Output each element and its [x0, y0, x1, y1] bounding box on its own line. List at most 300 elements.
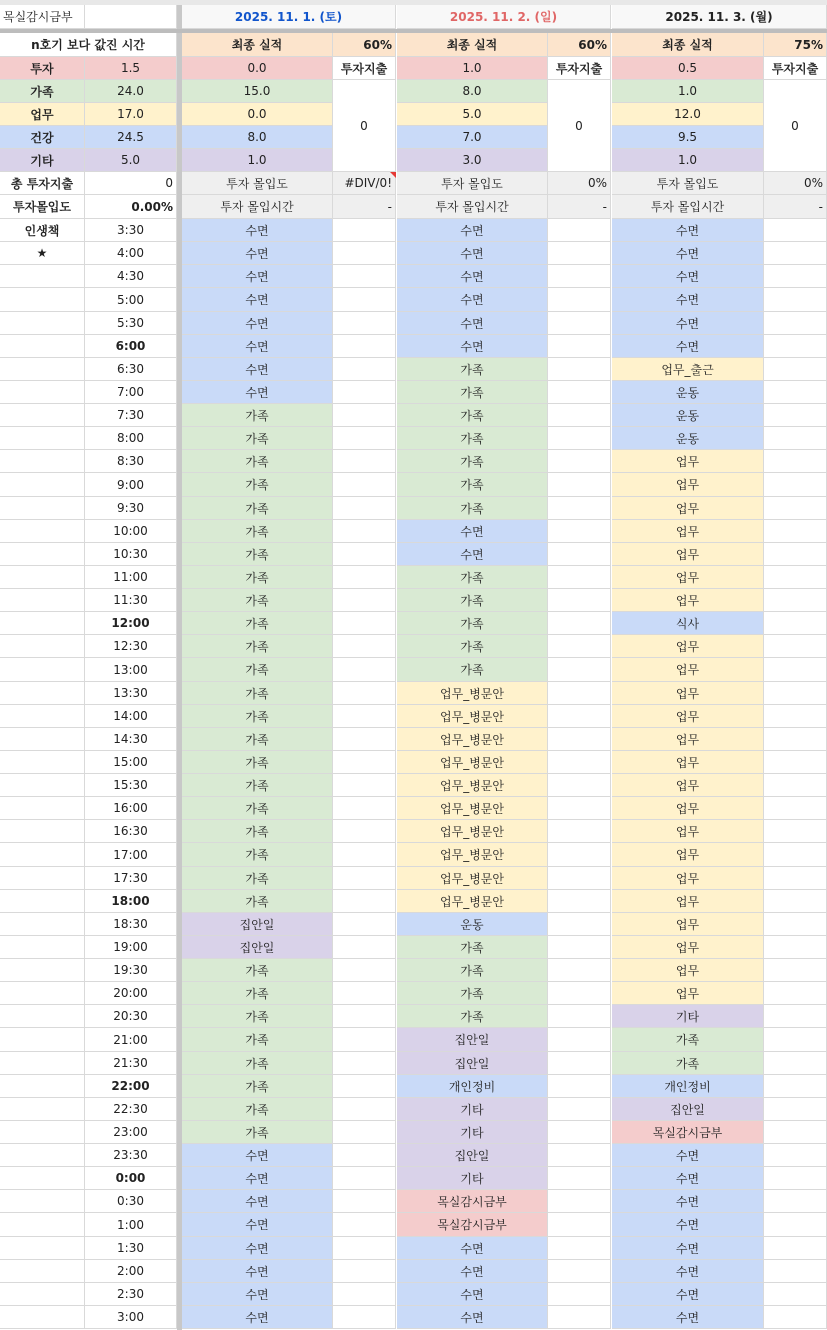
time-label[interactable]: 7:30 — [85, 404, 177, 427]
empty-cell[interactable] — [548, 312, 611, 335]
invest-spend-value[interactable]: 0 — [333, 80, 396, 172]
side-cell[interactable] — [0, 867, 85, 890]
day-focus-label[interactable]: 투자 몰입도 — [397, 172, 548, 195]
time-label[interactable]: 6:30 — [85, 358, 177, 381]
schedule-cell[interactable]: 개인정비 — [612, 1075, 764, 1098]
empty-cell[interactable] — [764, 913, 827, 936]
empty-cell[interactable] — [548, 450, 611, 473]
empty-cell[interactable] — [548, 381, 611, 404]
empty-cell[interactable] — [333, 427, 396, 450]
empty-cell[interactable] — [333, 1190, 396, 1213]
empty-cell[interactable] — [764, 1283, 827, 1306]
schedule-cell[interactable]: 수면 — [182, 1260, 333, 1283]
schedule-cell[interactable]: 업무 — [612, 589, 764, 612]
schedule-cell[interactable]: 업무 — [612, 982, 764, 1005]
empty-cell[interactable] — [764, 1167, 827, 1190]
schedule-cell[interactable]: 가족 — [182, 1121, 333, 1144]
schedule-cell[interactable]: 수면 — [397, 265, 548, 288]
schedule-cell[interactable]: 가족 — [182, 705, 333, 728]
category-value[interactable]: 24.0 — [85, 80, 177, 103]
date-header-1[interactable]: 2025. 11. 1. (토) — [182, 5, 396, 29]
empty-cell[interactable] — [333, 589, 396, 612]
empty-cell[interactable] — [548, 427, 611, 450]
empty-cell[interactable] — [764, 335, 827, 358]
schedule-cell[interactable]: 가족 — [182, 774, 333, 797]
schedule-cell[interactable]: 업무 — [612, 936, 764, 959]
schedule-cell[interactable]: 업무 — [612, 635, 764, 658]
schedule-cell[interactable]: 목실감시금부 — [397, 1190, 548, 1213]
date-header-2[interactable]: 2025. 11. 2. (일) — [397, 5, 611, 29]
day-focus-value[interactable]: 0% — [764, 172, 827, 195]
schedule-cell[interactable]: 수면 — [182, 1167, 333, 1190]
time-label[interactable]: 10:00 — [85, 520, 177, 543]
time-label[interactable]: 21:00 — [85, 1028, 177, 1052]
time-label[interactable]: 3:00 — [85, 1306, 177, 1329]
empty-cell[interactable] — [764, 312, 827, 335]
schedule-cell[interactable]: 가족 — [182, 566, 333, 589]
schedule-cell[interactable]: 가족 — [182, 658, 333, 682]
schedule-cell[interactable]: 가족 — [182, 1005, 333, 1028]
day-category-value[interactable]: 0.0 — [182, 103, 333, 126]
category-value[interactable]: 24.5 — [85, 126, 177, 149]
schedule-cell[interactable]: 집안일 — [182, 936, 333, 959]
schedule-cell[interactable]: 업무_병문안 — [397, 751, 548, 774]
schedule-cell[interactable]: 업무 — [612, 959, 764, 982]
empty-cell[interactable] — [548, 543, 611, 566]
empty-cell[interactable] — [333, 797, 396, 820]
empty-cell[interactable] — [764, 450, 827, 473]
side-cell[interactable] — [0, 1190, 85, 1213]
empty-cell[interactable] — [764, 404, 827, 427]
schedule-cell[interactable]: 업무 — [612, 774, 764, 797]
empty-cell[interactable] — [333, 982, 396, 1005]
schedule-cell[interactable]: 가족 — [182, 682, 333, 705]
empty-cell[interactable] — [764, 1306, 827, 1329]
empty-cell[interactable] — [764, 288, 827, 312]
side-cell[interactable] — [0, 1167, 85, 1190]
empty-cell[interactable] — [764, 936, 827, 959]
schedule-cell[interactable]: 가족 — [182, 843, 333, 867]
empty-cell[interactable] — [548, 1028, 611, 1052]
side-cell[interactable] — [0, 427, 85, 450]
final-result-pct[interactable]: 60% — [333, 33, 396, 57]
time-label[interactable]: 20:30 — [85, 1005, 177, 1028]
empty-cell[interactable] — [548, 682, 611, 705]
schedule-cell[interactable]: 업무 — [612, 843, 764, 867]
empty-cell[interactable] — [764, 728, 827, 751]
schedule-cell[interactable]: 업무 — [612, 890, 764, 913]
schedule-cell[interactable]: 업무 — [612, 797, 764, 820]
empty-cell[interactable] — [764, 820, 827, 843]
empty-cell[interactable] — [548, 288, 611, 312]
schedule-cell[interactable]: 가족 — [397, 566, 548, 589]
empty-cell[interactable] — [548, 797, 611, 820]
day-focus-time-value[interactable]: - — [333, 195, 396, 219]
schedule-cell[interactable]: 수면 — [612, 1190, 764, 1213]
schedule-cell[interactable]: 수면 — [182, 242, 333, 265]
empty-cell[interactable] — [548, 497, 611, 520]
empty-cell[interactable] — [548, 1260, 611, 1283]
empty-cell[interactable] — [764, 797, 827, 820]
time-label[interactable]: 16:00 — [85, 797, 177, 820]
schedule-cell[interactable]: 수면 — [182, 219, 333, 242]
schedule-cell[interactable]: 가족 — [182, 1075, 333, 1098]
empty-cell[interactable] — [764, 1213, 827, 1237]
empty-cell[interactable] — [764, 1260, 827, 1283]
schedule-cell[interactable]: 가족 — [397, 1005, 548, 1028]
schedule-cell[interactable]: 집안일 — [397, 1028, 548, 1052]
time-label[interactable]: 11:00 — [85, 566, 177, 589]
time-label[interactable]: 4:00 — [85, 242, 177, 265]
schedule-cell[interactable]: 업무_병문안 — [397, 705, 548, 728]
schedule-cell[interactable]: 가족 — [397, 427, 548, 450]
time-label[interactable]: 19:30 — [85, 959, 177, 982]
empty-cell[interactable] — [548, 473, 611, 497]
empty-cell[interactable] — [764, 497, 827, 520]
date-header-3[interactable]: 2025. 11. 3. (월) — [612, 5, 827, 29]
schedule-cell[interactable]: 수면 — [397, 543, 548, 566]
side-cell[interactable] — [0, 936, 85, 959]
schedule-cell[interactable]: 수면 — [612, 335, 764, 358]
final-result-pct[interactable]: 75% — [764, 33, 827, 57]
time-label[interactable]: 11:30 — [85, 589, 177, 612]
empty-cell[interactable] — [333, 936, 396, 959]
side-cell[interactable] — [0, 473, 85, 497]
time-label[interactable]: 21:30 — [85, 1052, 177, 1075]
empty-cell[interactable] — [548, 774, 611, 797]
schedule-cell[interactable]: 수면 — [182, 358, 333, 381]
time-label[interactable]: 7:00 — [85, 381, 177, 404]
empty-cell[interactable] — [333, 242, 396, 265]
final-result-pct[interactable]: 60% — [548, 33, 611, 57]
schedule-cell[interactable]: 가족 — [397, 381, 548, 404]
empty-cell[interactable] — [548, 404, 611, 427]
schedule-cell[interactable]: 가족 — [182, 612, 333, 635]
schedule-cell[interactable]: 가족 — [182, 1098, 333, 1121]
side-cell[interactable] — [0, 335, 85, 358]
empty-cell[interactable] — [548, 219, 611, 242]
empty-cell[interactable] — [333, 520, 396, 543]
empty-cell[interactable] — [333, 450, 396, 473]
empty-cell[interactable] — [764, 1190, 827, 1213]
time-label[interactable]: 12:00 — [85, 612, 177, 635]
empty-cell[interactable] — [548, 1213, 611, 1237]
empty-cell[interactable] — [548, 265, 611, 288]
empty-cell[interactable] — [764, 219, 827, 242]
empty-cell[interactable] — [548, 635, 611, 658]
empty-cell[interactable] — [548, 1283, 611, 1306]
empty-cell[interactable] — [333, 381, 396, 404]
time-label[interactable]: 5:30 — [85, 312, 177, 335]
empty-cell[interactable] — [333, 497, 396, 520]
schedule-cell[interactable]: 가족 — [182, 473, 333, 497]
schedule-cell[interactable]: 운동 — [612, 404, 764, 427]
empty-cell[interactable] — [548, 1144, 611, 1167]
total-invest-value[interactable]: 0 — [85, 172, 177, 195]
schedule-cell[interactable]: 가족 — [612, 1052, 764, 1075]
empty-cell[interactable] — [333, 682, 396, 705]
day-category-value[interactable]: 12.0 — [612, 103, 764, 126]
schedule-cell[interactable]: 집안일 — [612, 1098, 764, 1121]
empty-cell[interactable] — [548, 589, 611, 612]
schedule-cell[interactable]: 수면 — [397, 242, 548, 265]
schedule-cell[interactable]: 기타 — [397, 1167, 548, 1190]
side-cell[interactable] — [0, 612, 85, 635]
schedule-cell[interactable]: 업무_병문안 — [397, 890, 548, 913]
empty-cell[interactable] — [333, 1052, 396, 1075]
category-label[interactable]: 건강 — [0, 126, 85, 149]
empty-cell[interactable] — [764, 890, 827, 913]
empty-cell[interactable] — [85, 5, 177, 29]
empty-cell[interactable] — [764, 705, 827, 728]
side-cell[interactable] — [0, 751, 85, 774]
empty-cell[interactable] — [333, 1167, 396, 1190]
schedule-cell[interactable]: 업무 — [612, 682, 764, 705]
day-focus-label[interactable]: 투자 몰입도 — [182, 172, 333, 195]
schedule-cell[interactable]: 수면 — [182, 1283, 333, 1306]
schedule-cell[interactable]: 업무 — [612, 497, 764, 520]
schedule-cell[interactable]: 가족 — [182, 1052, 333, 1075]
schedule-cell[interactable]: 수면 — [182, 1144, 333, 1167]
category-value[interactable]: 17.0 — [85, 103, 177, 126]
schedule-cell[interactable]: 업무_병문안 — [397, 867, 548, 890]
schedule-cell[interactable]: 수면 — [612, 219, 764, 242]
time-label[interactable]: 22:30 — [85, 1098, 177, 1121]
schedule-cell[interactable]: 목실감시금부 — [612, 1121, 764, 1144]
schedule-cell[interactable]: 가족 — [182, 751, 333, 774]
schedule-cell[interactable]: 가족 — [182, 427, 333, 450]
schedule-cell[interactable]: 수면 — [397, 1283, 548, 1306]
side-cell[interactable] — [0, 589, 85, 612]
empty-cell[interactable] — [548, 982, 611, 1005]
side-cell[interactable] — [0, 1005, 85, 1028]
empty-cell[interactable] — [548, 612, 611, 635]
empty-cell[interactable] — [333, 1005, 396, 1028]
schedule-cell[interactable]: 수면 — [397, 520, 548, 543]
schedule-cell[interactable]: 가족 — [182, 520, 333, 543]
schedule-cell[interactable]: 가족 — [397, 497, 548, 520]
empty-cell[interactable] — [548, 1098, 611, 1121]
invest-spend-value[interactable]: 0 — [548, 80, 611, 172]
schedule-cell[interactable]: 업무 — [612, 751, 764, 774]
schedule-cell[interactable]: 수면 — [182, 312, 333, 335]
invest-spend-label[interactable]: 투자지출 — [333, 57, 396, 80]
empty-cell[interactable] — [548, 1121, 611, 1144]
empty-cell[interactable] — [333, 1121, 396, 1144]
schedule-cell[interactable]: 가족 — [397, 404, 548, 427]
empty-cell[interactable] — [548, 1005, 611, 1028]
side-cell[interactable] — [0, 982, 85, 1005]
schedule-cell[interactable]: 수면 — [397, 219, 548, 242]
category-label[interactable]: 가족 — [0, 80, 85, 103]
schedule-cell[interactable]: 가족 — [182, 820, 333, 843]
time-label[interactable]: 13:00 — [85, 658, 177, 682]
time-label[interactable]: 3:30 — [85, 219, 177, 242]
day-focus-time-label[interactable]: 투자 몰입시간 — [397, 195, 548, 219]
schedule-cell[interactable]: 가족 — [397, 982, 548, 1005]
day-focus-label[interactable]: 투자 몰입도 — [612, 172, 764, 195]
day-category-value[interactable]: 7.0 — [397, 126, 548, 149]
time-label[interactable]: 2:00 — [85, 1260, 177, 1283]
empty-cell[interactable] — [548, 728, 611, 751]
empty-cell[interactable] — [764, 658, 827, 682]
time-label[interactable]: 1:30 — [85, 1237, 177, 1260]
empty-cell[interactable] — [333, 1213, 396, 1237]
empty-cell[interactable] — [548, 1052, 611, 1075]
invest-spend-value[interactable]: 0 — [764, 80, 827, 172]
schedule-cell[interactable]: 업무 — [612, 728, 764, 751]
empty-cell[interactable] — [764, 1028, 827, 1052]
time-label[interactable]: 8:00 — [85, 427, 177, 450]
empty-cell[interactable] — [333, 1283, 396, 1306]
empty-cell[interactable] — [764, 358, 827, 381]
side-cell[interactable] — [0, 381, 85, 404]
schedule-cell[interactable]: 기타 — [397, 1121, 548, 1144]
day-category-value[interactable]: 8.0 — [182, 126, 333, 149]
day-category-value[interactable]: 9.5 — [612, 126, 764, 149]
empty-cell[interactable] — [333, 1144, 396, 1167]
schedule-cell[interactable]: 가족 — [397, 658, 548, 682]
schedule-cell[interactable]: 수면 — [397, 1306, 548, 1329]
side-cell[interactable] — [0, 1098, 85, 1121]
schedule-cell[interactable]: 수면 — [612, 1260, 764, 1283]
schedule-cell[interactable]: 수면 — [397, 312, 548, 335]
time-label[interactable]: 22:00 — [85, 1075, 177, 1098]
empty-cell[interactable] — [333, 890, 396, 913]
schedule-cell[interactable]: 운동 — [397, 913, 548, 936]
day-focus-time-label[interactable]: 투자 몰입시간 — [612, 195, 764, 219]
schedule-cell[interactable]: 수면 — [397, 335, 548, 358]
schedule-cell[interactable]: 업무 — [612, 450, 764, 473]
schedule-cell[interactable]: 목실감시금부 — [397, 1213, 548, 1237]
schedule-cell[interactable]: 업무 — [612, 820, 764, 843]
empty-cell[interactable] — [764, 242, 827, 265]
day-category-value[interactable]: 8.0 — [397, 80, 548, 103]
schedule-cell[interactable]: 업무 — [612, 520, 764, 543]
schedule-cell[interactable]: 가족 — [182, 959, 333, 982]
time-label[interactable]: 8:30 — [85, 450, 177, 473]
schedule-cell[interactable]: 수면 — [182, 1190, 333, 1213]
schedule-cell[interactable]: 가족 — [397, 612, 548, 635]
side-cell[interactable] — [0, 658, 85, 682]
category-value[interactable]: 1.5 — [85, 57, 177, 80]
schedule-cell[interactable]: 수면 — [397, 1260, 548, 1283]
time-label[interactable]: 6:00 — [85, 335, 177, 358]
side-cell[interactable] — [0, 843, 85, 867]
day-category-value[interactable]: 0.5 — [612, 57, 764, 80]
empty-cell[interactable] — [548, 751, 611, 774]
day-focus-value[interactable]: 0% — [548, 172, 611, 195]
time-label[interactable]: 17:00 — [85, 843, 177, 867]
empty-cell[interactable] — [333, 335, 396, 358]
schedule-cell[interactable]: 운동 — [612, 427, 764, 450]
empty-cell[interactable] — [548, 1190, 611, 1213]
day-focus-time-label[interactable]: 투자 몰입시간 — [182, 195, 333, 219]
empty-cell[interactable] — [764, 751, 827, 774]
schedule-cell[interactable]: 업무_병문안 — [397, 728, 548, 751]
sheet-title[interactable]: 목실감시금부 — [0, 5, 85, 29]
empty-cell[interactable] — [333, 473, 396, 497]
empty-cell[interactable] — [764, 473, 827, 497]
empty-cell[interactable] — [764, 612, 827, 635]
frozen-column-divider[interactable] — [177, 0, 182, 1330]
side-cell[interactable] — [0, 1075, 85, 1098]
empty-cell[interactable] — [333, 543, 396, 566]
empty-cell[interactable] — [764, 1121, 827, 1144]
side-cell[interactable] — [0, 1283, 85, 1306]
empty-cell[interactable] — [333, 774, 396, 797]
time-label[interactable]: 23:30 — [85, 1144, 177, 1167]
schedule-cell[interactable]: 가족 — [397, 936, 548, 959]
schedule-cell[interactable]: 수면 — [182, 335, 333, 358]
day-focus-value[interactable]: #DIV/0! — [333, 172, 396, 195]
empty-cell[interactable] — [764, 682, 827, 705]
schedule-cell[interactable]: 수면 — [182, 1213, 333, 1237]
side-cell[interactable] — [0, 497, 85, 520]
side-cell[interactable] — [0, 682, 85, 705]
time-label[interactable]: 10:30 — [85, 543, 177, 566]
side-cell[interactable] — [0, 288, 85, 312]
day-category-value[interactable]: 0.0 — [182, 57, 333, 80]
time-label[interactable]: 18:30 — [85, 913, 177, 936]
empty-cell[interactable] — [333, 867, 396, 890]
final-result-label[interactable]: 최종 실적 — [612, 33, 764, 57]
day-category-value[interactable]: 5.0 — [397, 103, 548, 126]
side-cell[interactable] — [0, 1213, 85, 1237]
schedule-cell[interactable]: 수면 — [612, 312, 764, 335]
empty-cell[interactable] — [764, 959, 827, 982]
empty-cell[interactable] — [764, 635, 827, 658]
schedule-cell[interactable]: 업무_병문안 — [397, 820, 548, 843]
empty-cell[interactable] — [333, 1075, 396, 1098]
empty-cell[interactable] — [548, 867, 611, 890]
empty-cell[interactable] — [548, 1167, 611, 1190]
schedule-cell[interactable]: 수면 — [182, 381, 333, 404]
schedule-cell[interactable]: 집안일 — [397, 1144, 548, 1167]
empty-cell[interactable] — [333, 635, 396, 658]
schedule-cell[interactable]: 업무 — [612, 473, 764, 497]
schedule-cell[interactable]: 수면 — [182, 288, 333, 312]
schedule-cell[interactable]: 수면 — [397, 1237, 548, 1260]
schedule-cell[interactable]: 운동 — [612, 381, 764, 404]
time-label[interactable]: 17:30 — [85, 867, 177, 890]
schedule-cell[interactable]: 가족 — [397, 358, 548, 381]
summary-header[interactable]: n호기 보다 값진 시간 — [0, 33, 177, 57]
total-invest-label[interactable]: 총 투자지출 — [0, 172, 85, 195]
schedule-cell[interactable]: 수면 — [612, 288, 764, 312]
schedule-cell[interactable]: 가족 — [397, 589, 548, 612]
day-category-value[interactable]: 1.0 — [612, 149, 764, 172]
category-value[interactable]: 5.0 — [85, 149, 177, 172]
schedule-cell[interactable]: 수면 — [612, 242, 764, 265]
side-cell[interactable] — [0, 1052, 85, 1075]
empty-cell[interactable] — [764, 1237, 827, 1260]
time-label[interactable]: 20:00 — [85, 982, 177, 1005]
side-cell[interactable] — [0, 358, 85, 381]
side-cell[interactable] — [0, 1237, 85, 1260]
time-label[interactable]: 5:00 — [85, 288, 177, 312]
empty-cell[interactable] — [548, 658, 611, 682]
time-label[interactable]: 12:30 — [85, 635, 177, 658]
side-cell[interactable] — [0, 404, 85, 427]
time-label[interactable]: 1:00 — [85, 1213, 177, 1237]
empty-cell[interactable] — [333, 820, 396, 843]
schedule-cell[interactable]: 업무 — [612, 543, 764, 566]
schedule-cell[interactable]: 가족 — [182, 589, 333, 612]
empty-cell[interactable] — [333, 219, 396, 242]
empty-cell[interactable] — [548, 843, 611, 867]
schedule-cell[interactable]: 기타 — [612, 1005, 764, 1028]
